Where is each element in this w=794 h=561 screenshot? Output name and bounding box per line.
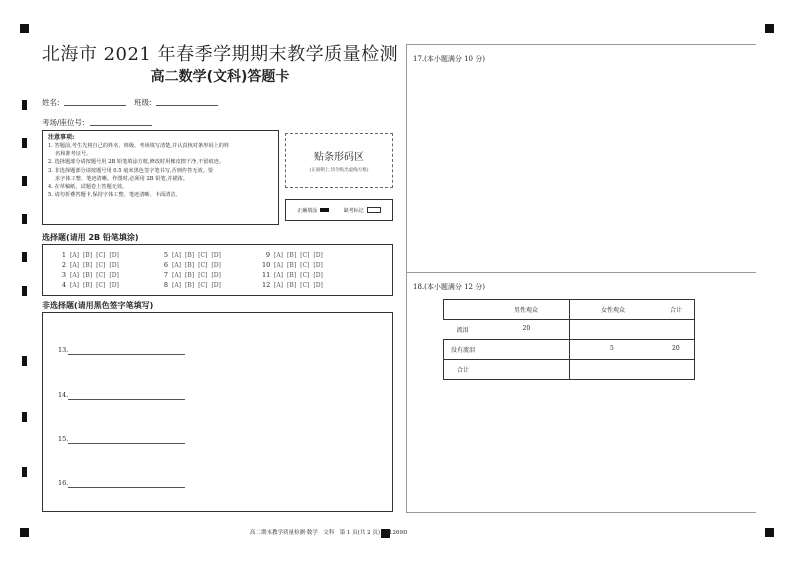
timing-mark — [22, 100, 27, 110]
mc-question-number: 6 — [163, 261, 168, 269]
notice-item: 名和准考证号。 — [55, 151, 92, 158]
notice-item: 求字体工整、笔迹清晰。作图时,必须用 2B 铅笔,并描浓。 — [55, 175, 189, 182]
mc-option-bubble[interactable]: [A] — [70, 261, 80, 269]
filled-swatch-icon — [320, 208, 329, 212]
mc-question-number: 1 — [61, 251, 66, 259]
cell-cried-female-total[interactable] — [570, 320, 695, 340]
header-female: 女性观众 — [601, 307, 626, 314]
mc-option-bubble[interactable]: [C] — [198, 251, 208, 259]
name-field[interactable] — [64, 105, 126, 106]
row-label-cried: 流泪 — [456, 327, 469, 334]
absent-mark-example — [344, 207, 381, 214]
right-bottom-border — [406, 512, 756, 513]
question-16-answer-line[interactable] — [68, 487, 185, 488]
mc-option-bubble[interactable]: [D] — [211, 261, 221, 269]
row-label-total: 合计 — [444, 360, 570, 380]
question-14-label: 14. — [58, 391, 69, 399]
mc-option-bubble[interactable]: [D] — [109, 271, 119, 279]
mc-question-number: 3 — [61, 271, 66, 279]
question-16-label: 16. — [58, 479, 69, 487]
mc-option-bubble[interactable]: [C] — [198, 271, 208, 279]
question-17-heading: 17.(本小题满分 10 分) — [413, 55, 485, 63]
mc-question-number: 12 — [262, 281, 271, 289]
table-header-left — [444, 300, 570, 320]
non-choice-box — [42, 312, 393, 512]
timing-mark — [22, 138, 27, 148]
mc-option-bubble[interactable]: [C] — [300, 251, 310, 259]
mc-option-bubble[interactable]: [B] — [83, 251, 93, 259]
mc-option-bubble[interactable]: [D] — [109, 251, 119, 259]
mc-option-bubble[interactable]: [B] — [287, 251, 297, 259]
mc-question-10 — [262, 261, 323, 269]
mc-option-bubble[interactable]: [D] — [109, 261, 119, 269]
mc-option-bubble[interactable]: [B] — [185, 271, 195, 279]
mc-option-bubble[interactable]: [A] — [274, 261, 284, 269]
header-male: 男性观众 — [514, 307, 539, 314]
mc-option-bubble[interactable]: [C] — [300, 261, 310, 269]
mc-question-6 — [160, 261, 221, 269]
question-14-answer-line[interactable] — [68, 399, 185, 400]
column-divider — [406, 44, 407, 513]
question-separator — [406, 272, 756, 273]
barcode-area — [285, 133, 393, 188]
notice-item: 3. 非选择题部分请按题号用 0.5 毫米黑色签字笔书写,否则作答无效。要 — [48, 167, 214, 174]
notice-item: 1. 答题前,考生先将自己的姓名、班级、考场填写清楚,并认真核对条形码上的姓 — [48, 143, 230, 149]
exam-room-label: 考场/座位号: — [42, 118, 85, 127]
right-top-border — [406, 44, 756, 45]
mc-option-bubble[interactable]: [A] — [70, 251, 80, 259]
name-label: 姓名: — [42, 98, 60, 107]
notice-title: 注意事项: — [48, 134, 75, 141]
mc-option-bubble[interactable]: [D] — [313, 251, 323, 259]
mc-option-bubble[interactable]: [B] — [185, 251, 195, 259]
mc-option-bubble[interactable]: [B] — [287, 271, 297, 279]
absent-mark-checkbox[interactable] — [367, 207, 381, 213]
timing-mark — [22, 214, 27, 224]
mc-option-bubble[interactable]: [B] — [287, 261, 297, 269]
mc-option-bubble[interactable]: [B] — [287, 281, 297, 289]
mc-question-number: 2 — [61, 261, 66, 269]
multiple-choice-box — [42, 244, 393, 296]
mc-option-bubble[interactable]: [A] — [172, 281, 182, 289]
mc-question-3 — [58, 271, 119, 279]
absent-mark-label: 缺考标记 — [343, 207, 364, 214]
mc-option-bubble[interactable]: [B] — [185, 261, 195, 269]
mc-question-9 — [262, 251, 323, 259]
mc-option-bubble[interactable]: [C] — [96, 261, 106, 269]
mc-option-bubble[interactable]: [B] — [185, 281, 195, 289]
mc-option-bubble[interactable]: [A] — [70, 281, 80, 289]
mc-option-bubble[interactable]: [B] — [83, 281, 93, 289]
notice-item: 2. 选择题部分请按题号用 2B 铅笔填涂方框,修改时用橡皮擦干净,不留痕迹。 — [48, 159, 224, 166]
table-header-right — [570, 300, 695, 320]
mc-option-bubble[interactable]: [A] — [274, 271, 284, 279]
mc-question-number: 4 — [61, 281, 66, 289]
cell-total-values[interactable] — [570, 360, 695, 380]
corner-mark-top-left — [20, 24, 29, 33]
mc-option-bubble[interactable]: [D] — [313, 281, 323, 289]
mc-option-bubble[interactable]: [C] — [300, 271, 310, 279]
mc-option-bubble[interactable]: [C] — [300, 281, 310, 289]
mc-option-bubble[interactable]: [D] — [211, 281, 221, 289]
corner-mark-bottom-left — [20, 528, 29, 537]
mc-option-bubble[interactable]: [D] — [313, 261, 323, 269]
mc-question-1 — [58, 251, 119, 259]
mc-question-number: 9 — [265, 251, 270, 259]
timing-mark — [22, 286, 27, 296]
notice-box — [42, 130, 279, 225]
page-footer: 高二期末教学质量检测·数学 文科 第 1 页(共 2 页) 21269D — [250, 530, 408, 536]
mc-option-bubble[interactable]: [B] — [83, 271, 93, 279]
mc-option-bubble[interactable]: [D] — [211, 251, 221, 259]
mc-option-bubble[interactable]: [C] — [96, 251, 106, 259]
page-subtitle: 高二数学(文科)答题卡 — [150, 69, 290, 85]
mc-option-bubble[interactable]: [A] — [172, 261, 182, 269]
mc-option-bubble[interactable]: [A] — [172, 271, 182, 279]
non-choice-heading: 非选择题(请用黑色签字笔填写) — [42, 301, 154, 310]
mc-option-bubble[interactable]: [C] — [198, 281, 208, 289]
mc-option-bubble[interactable]: [A] — [274, 251, 284, 259]
question-17-answer-area[interactable] — [410, 68, 752, 268]
mc-question-number: 7 — [163, 271, 168, 279]
notice-item: 5. 请勿折叠答题卡,保持字体工整、笔迹清晰、卡面清洁。 — [48, 192, 181, 199]
mc-option-bubble[interactable]: [A] — [172, 251, 182, 259]
mc-option-bubble[interactable]: [B] — [83, 261, 93, 269]
mc-question-8 — [160, 281, 221, 289]
notice-item: 4. 在草稿纸、试题卷上答题无效。 — [48, 184, 128, 191]
cell-cried-male[interactable]: 20 — [490, 320, 570, 340]
mc-question-11 — [262, 271, 323, 279]
mc-question-7 — [160, 271, 221, 279]
page-title: 北海市 2021 年春季学期期末教学质量检测 — [41, 44, 399, 65]
multiple-choice-heading: 选择题(请用 2B 铅笔填涂) — [42, 233, 139, 242]
question-18-heading: 18.(本小题满分 12 分) — [413, 283, 485, 291]
timing-mark — [22, 412, 27, 422]
question-15-answer-line[interactable] — [68, 443, 185, 444]
mc-option-bubble[interactable]: [C] — [96, 281, 106, 289]
mc-option-bubble[interactable]: [C] — [96, 271, 106, 279]
correct-fill-label: 正确填涂 — [297, 207, 318, 214]
mc-option-bubble[interactable]: [D] — [313, 271, 323, 279]
mc-option-bubble[interactable]: [A] — [70, 271, 80, 279]
question-15-label: 15. — [58, 435, 69, 443]
mc-question-12 — [262, 281, 323, 289]
mc-question-number: 5 — [163, 251, 168, 259]
fill-example — [285, 199, 393, 221]
mc-question-4 — [58, 281, 119, 289]
question-13-answer-line[interactable] — [68, 354, 185, 355]
timing-mark — [22, 252, 27, 262]
mc-option-bubble[interactable]: [A] — [274, 281, 284, 289]
mc-option-bubble[interactable]: [C] — [198, 261, 208, 269]
timing-mark — [22, 356, 27, 366]
mc-question-number: 10 — [262, 261, 271, 269]
barcode-label: 贴条形码区 — [314, 152, 364, 163]
mc-option-bubble[interactable]: [D] — [211, 271, 221, 279]
mc-question-number: 11 — [262, 271, 271, 279]
correct-fill-example — [297, 207, 329, 214]
class-field[interactable] — [156, 105, 218, 106]
mc-question-5 — [160, 251, 221, 259]
contingency-table — [443, 299, 695, 380]
timing-mark — [22, 176, 27, 186]
cell-not-cried-values[interactable]: 5 20 — [570, 340, 695, 360]
barcode-hint: (正面朝上,切勿贴出虚线方框) — [309, 168, 369, 173]
question-13-label: 13. — [58, 346, 69, 354]
header-total: 合计 — [670, 307, 683, 314]
class-label: 班级: — [134, 98, 152, 107]
corner-mark-bottom-right — [765, 528, 774, 537]
corner-mark-top-right — [765, 24, 774, 33]
mc-question-2 — [58, 261, 119, 269]
mc-question-number: 8 — [163, 281, 168, 289]
timing-mark — [22, 467, 27, 477]
mc-option-bubble[interactable]: [D] — [109, 281, 119, 289]
exam-room-field[interactable] — [90, 125, 152, 126]
row-label-not-cried: 没有流泪 — [444, 340, 570, 360]
